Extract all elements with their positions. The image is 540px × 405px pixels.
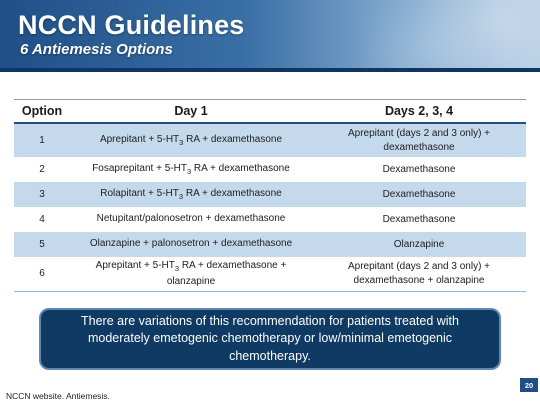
day1-regimen: Aprepitant + $5-HT_3$ RA + dexamethasone + olanzapine	[95, 260, 287, 287]
header-option: Option	[14, 100, 70, 124]
slide-subtitle: 6 Antiemesis Options	[20, 41, 173, 58]
antiemesis-options-table	[14, 99, 526, 292]
slide-header	[0, 0, 540, 72]
option-number: 1	[39, 134, 45, 146]
option-number: 2	[39, 163, 45, 175]
days234-regimen: Dexamethasone	[382, 188, 456, 200]
source-citation: NCCN website. Antiemesis.	[6, 391, 110, 401]
day1-regimen: Fosaprepitant + $5-HT_3$ RA + dexamethasone	[92, 162, 290, 176]
days234-regimen: Olanzapine	[393, 238, 445, 250]
header-day1: Day 1	[70, 100, 312, 124]
option-number: 6	[39, 268, 45, 279]
table-row	[14, 157, 526, 182]
option-number: 3	[39, 188, 45, 200]
days234-regimen: Aprepitant (days 2 and 3 only) + dexamethasone + olanzapine	[347, 261, 491, 286]
days234-regimen: Dexamethasone	[382, 213, 456, 225]
day1-regimen: Netupitant/palonosetron + dexamethasone	[96, 212, 286, 224]
callout-text: There are variations of this recommendation for patients treated with moderately emetogenic chemotherapy or low/minimal emetogenic chemotherapy.	[81, 313, 459, 363]
slide-title: NCCN Guidelines	[18, 10, 245, 40]
header-days234: Days 2, 3, 4	[312, 100, 526, 124]
table-row	[14, 207, 526, 232]
day1-regimen: Rolapitant + $5-HT_3$ RA + dexamethasone	[100, 187, 282, 201]
table-row	[14, 257, 526, 291]
table-row	[14, 123, 526, 157]
table-row	[14, 182, 526, 207]
header-photo-decoration	[280, 0, 540, 72]
callout-box	[39, 308, 501, 370]
table-row	[14, 232, 526, 257]
header-divider	[0, 68, 540, 72]
page-number: 20	[520, 378, 538, 392]
days234-regimen: Aprepitant (days 2 and 3 only) + dexamethasone	[347, 128, 491, 153]
days234-regimen: Dexamethasone	[382, 163, 456, 175]
day1-regimen: Aprepitant + $5-HT_3$ RA + dexamethasone	[99, 133, 283, 147]
day1-regimen: Olanzapine + palonosetron + dexamethasone	[89, 237, 293, 249]
table-header-row	[14, 100, 526, 124]
option-number: 4	[39, 213, 45, 225]
option-number: 5	[39, 238, 45, 250]
